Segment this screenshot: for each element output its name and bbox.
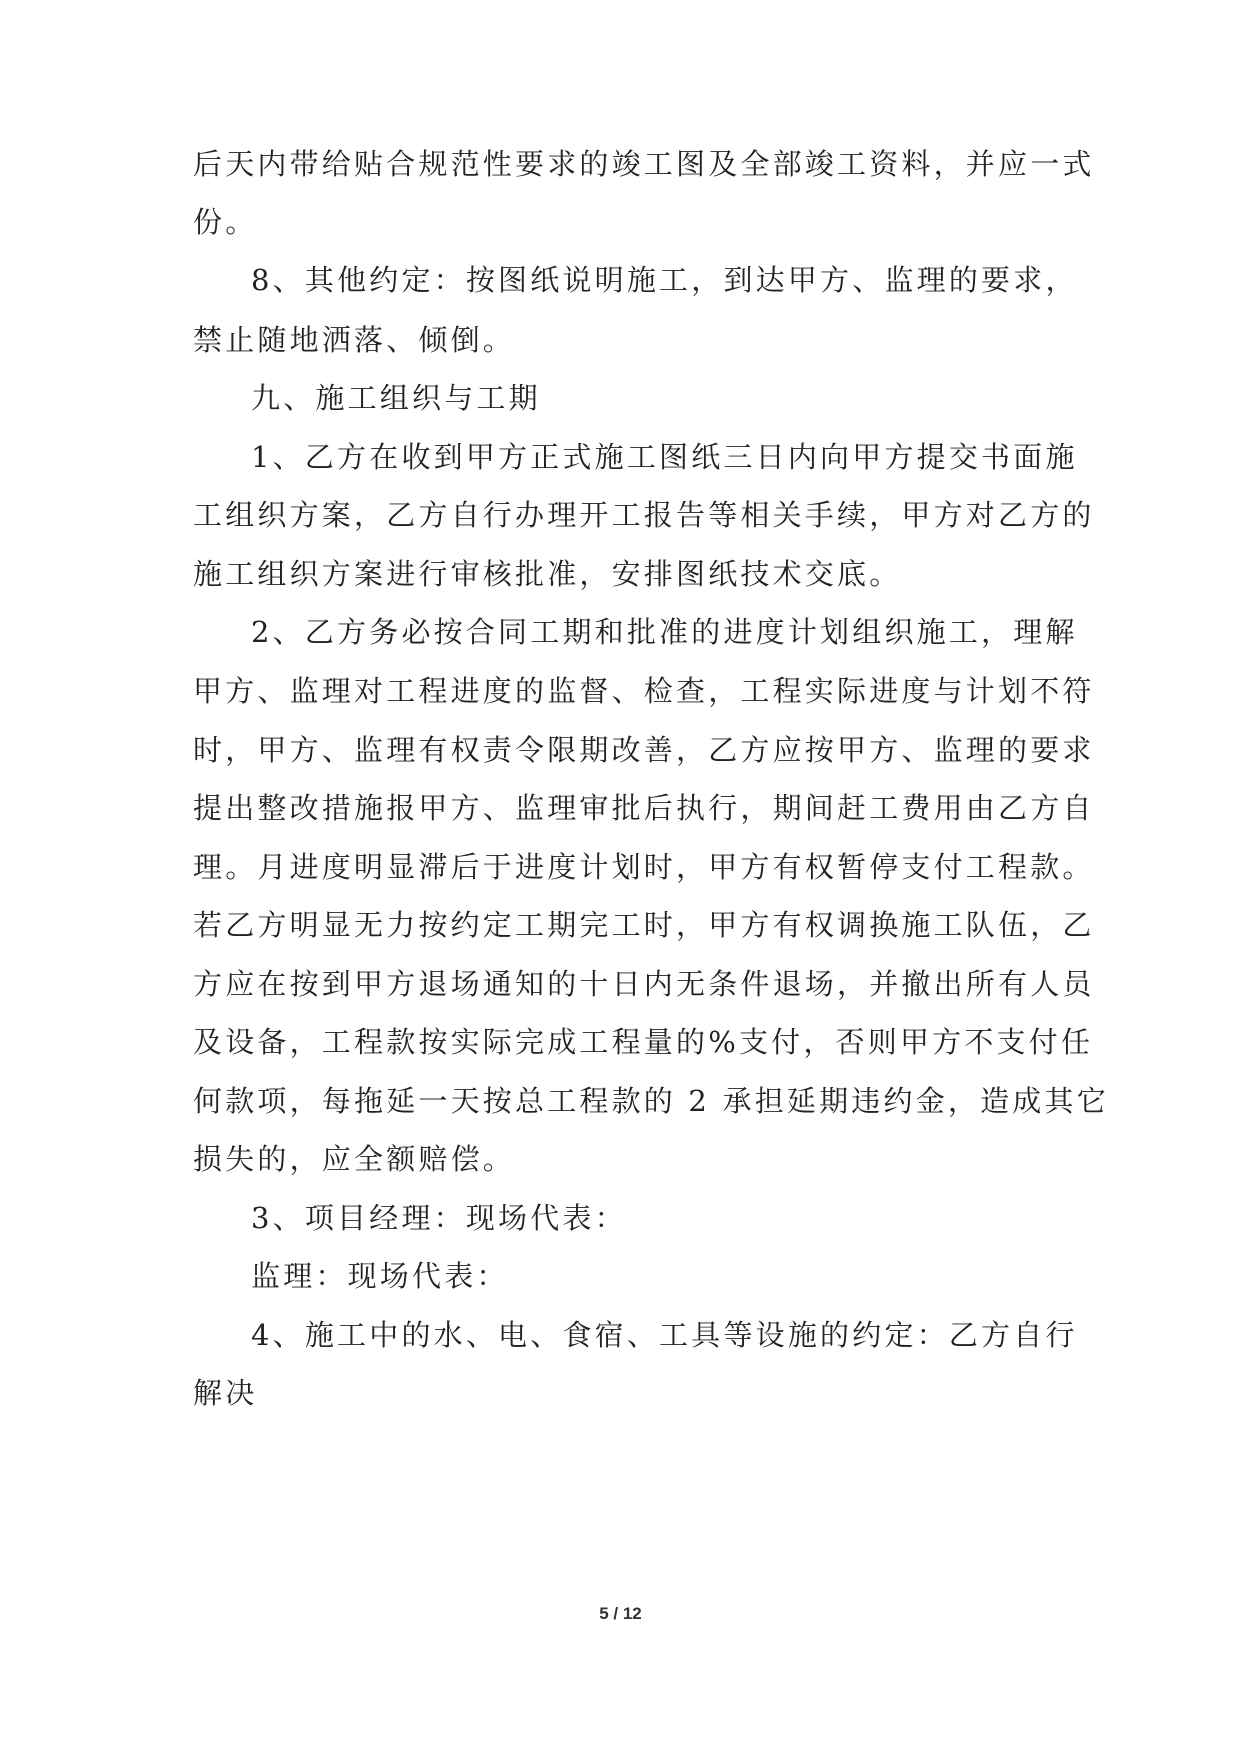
text-line: 施工组织方案进行审核批准，安排图纸技术交底。	[193, 557, 902, 591]
text-line: 甲方、监理对工程进度的监督、检查，工程实际进度与计划不符	[193, 674, 1095, 708]
text-line: 监理：现场代表：	[251, 1259, 509, 1293]
text-line: 禁止随地洒落、倾倒。	[193, 323, 516, 357]
text-line: 4、施工中的水、电、食宿、工具等设施的约定：乙方自行	[251, 1318, 1078, 1352]
text-line: 份。	[193, 205, 258, 239]
text-line: 若乙方明显无力按约定工期完工时，甲方有权调换施工队伍，乙	[193, 908, 1095, 942]
text-line: 何款项，每拖延一天按总工程款的 2 承担延期违约金，造成其它	[193, 1084, 1109, 1118]
text-line: 1、乙方在收到甲方正式施工图纸三日内向甲方提交书面施	[251, 440, 1078, 474]
text-line: 损失的，应全额赔偿。	[193, 1142, 516, 1176]
text-line: 3、项目经理：现场代表：	[251, 1201, 627, 1235]
text-line: 提出整改措施报甲方、监理审批后执行，期间赶工费用由乙方自	[193, 791, 1095, 825]
text-line: 解决	[193, 1376, 258, 1410]
text-line: 8、其他约定：按图纸说明施工，到达甲方、监理的要求，	[251, 263, 1078, 297]
text-line: 后天内带给贴合规范性要求的竣工图及全部竣工资料，并应一式	[193, 147, 1095, 181]
text-line: 时，甲方、监理有权责令限期改善，乙方应按甲方、监理的要求	[193, 733, 1095, 767]
page-number: 5 / 12	[599, 1604, 642, 1623]
text-line: 方应在按到甲方退场通知的十日内无条件退场，并撤出所有人员	[193, 967, 1095, 1001]
text-line: 及设备，工程款按实际完成工程量的%支付，否则甲方不支付任	[193, 1025, 1094, 1059]
text-line: 理。月进度明显滞后于进度计划时，甲方有权暂停支付工程款。	[193, 850, 1095, 884]
text-line: 2、乙方务必按合同工期和批准的进度计划组织施工，理解	[251, 615, 1078, 649]
text-line: 工组织方案，乙方自行办理开工报告等相关手续，甲方对乙方的	[193, 498, 1095, 532]
section-heading: 九、施工组织与工期	[251, 381, 541, 415]
